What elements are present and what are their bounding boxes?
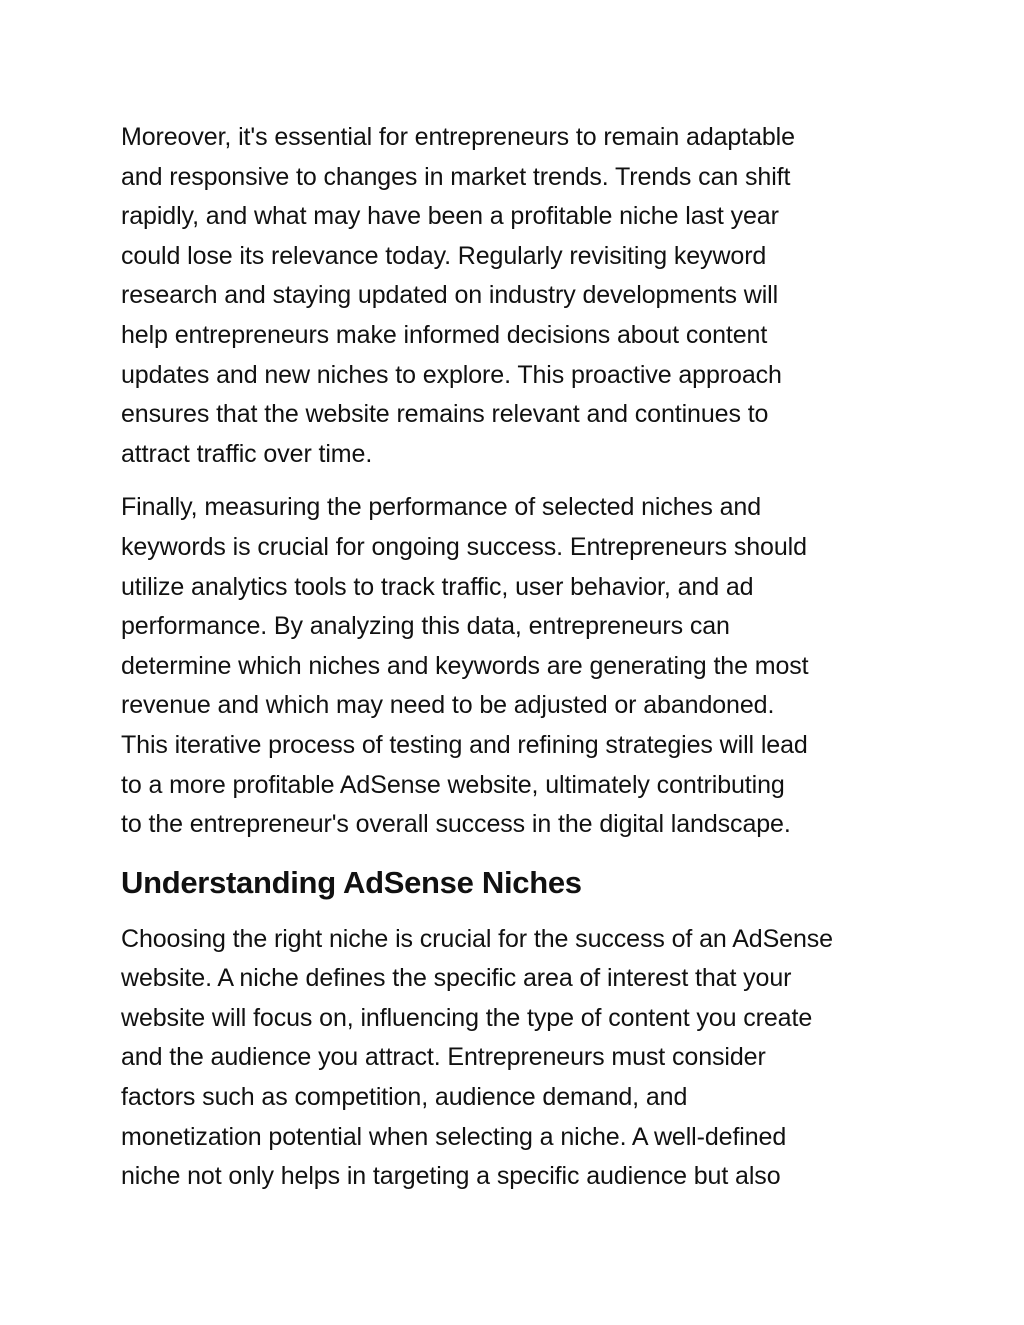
paragraph-choosing-niche	[121, 920, 911, 1197]
text-line: Choosing the right niche is crucial for the success of an AdSense	[121, 924, 833, 953]
text-line: niche not only helps in targeting a specific audience but also	[121, 1162, 781, 1191]
text-line: monetization potential when selecting a niche. A well-defined	[121, 1122, 787, 1151]
text-line: Moreover, it's essential for entrepreneurs to remain adaptable	[121, 123, 795, 151]
paragraph-measuring-performance	[121, 488, 911, 844]
text-line: determine which niches and keywords are generating the most	[121, 651, 809, 680]
text-line: could lose its relevance today. Regularly revisiting keyword	[121, 241, 767, 270]
text-line: to a more profitable AdSense website, ultimately contributing	[121, 770, 785, 799]
text-line: ensures that the website remains relevant and continues to	[121, 400, 769, 429]
paragraph-market-trends	[121, 118, 911, 474]
text-line: and responsive to changes in market trends. Trends can shift	[121, 162, 791, 191]
text-line: This iterative process of testing and refining strategies will lead	[121, 730, 808, 759]
text-line: help entrepreneurs make informed decisions about content	[121, 320, 768, 349]
text-line: to the entrepreneur's overall success in the digital landscape.	[121, 810, 791, 839]
text-line: attract traffic over time.	[121, 439, 373, 468]
text-line: revenue and which may need to be adjusted or abandoned.	[121, 691, 775, 720]
text-line: factors such as competition, audience demand, and	[121, 1083, 688, 1112]
text-line: research and staying updated on industry developments will	[121, 281, 779, 310]
text-line: updates and new niches to explore. This proactive approach	[121, 360, 782, 389]
text-line: website will focus on, influencing the type of content you create	[121, 1003, 813, 1032]
text-line: Finally, measuring the performance of selected niches and	[121, 493, 762, 522]
text-line: keywords is crucial for ongoing success. Entrepreneurs should	[121, 532, 807, 561]
text-line: utilize analytics tools to track traffic, user behavior, and ad	[121, 572, 754, 601]
text-line: website. A niche defines the specific area of interest that your	[121, 964, 792, 993]
text-line: performance. By analyzing this data, entrepreneurs can	[121, 612, 730, 641]
section-heading: Understanding AdSense Niches	[121, 864, 582, 900]
page-content	[121, 118, 911, 1211]
text-line: and the audience you attract. Entrepreneurs must consider	[121, 1043, 766, 1072]
text-line: rapidly, and what may have been a profitable niche last year	[121, 202, 779, 231]
